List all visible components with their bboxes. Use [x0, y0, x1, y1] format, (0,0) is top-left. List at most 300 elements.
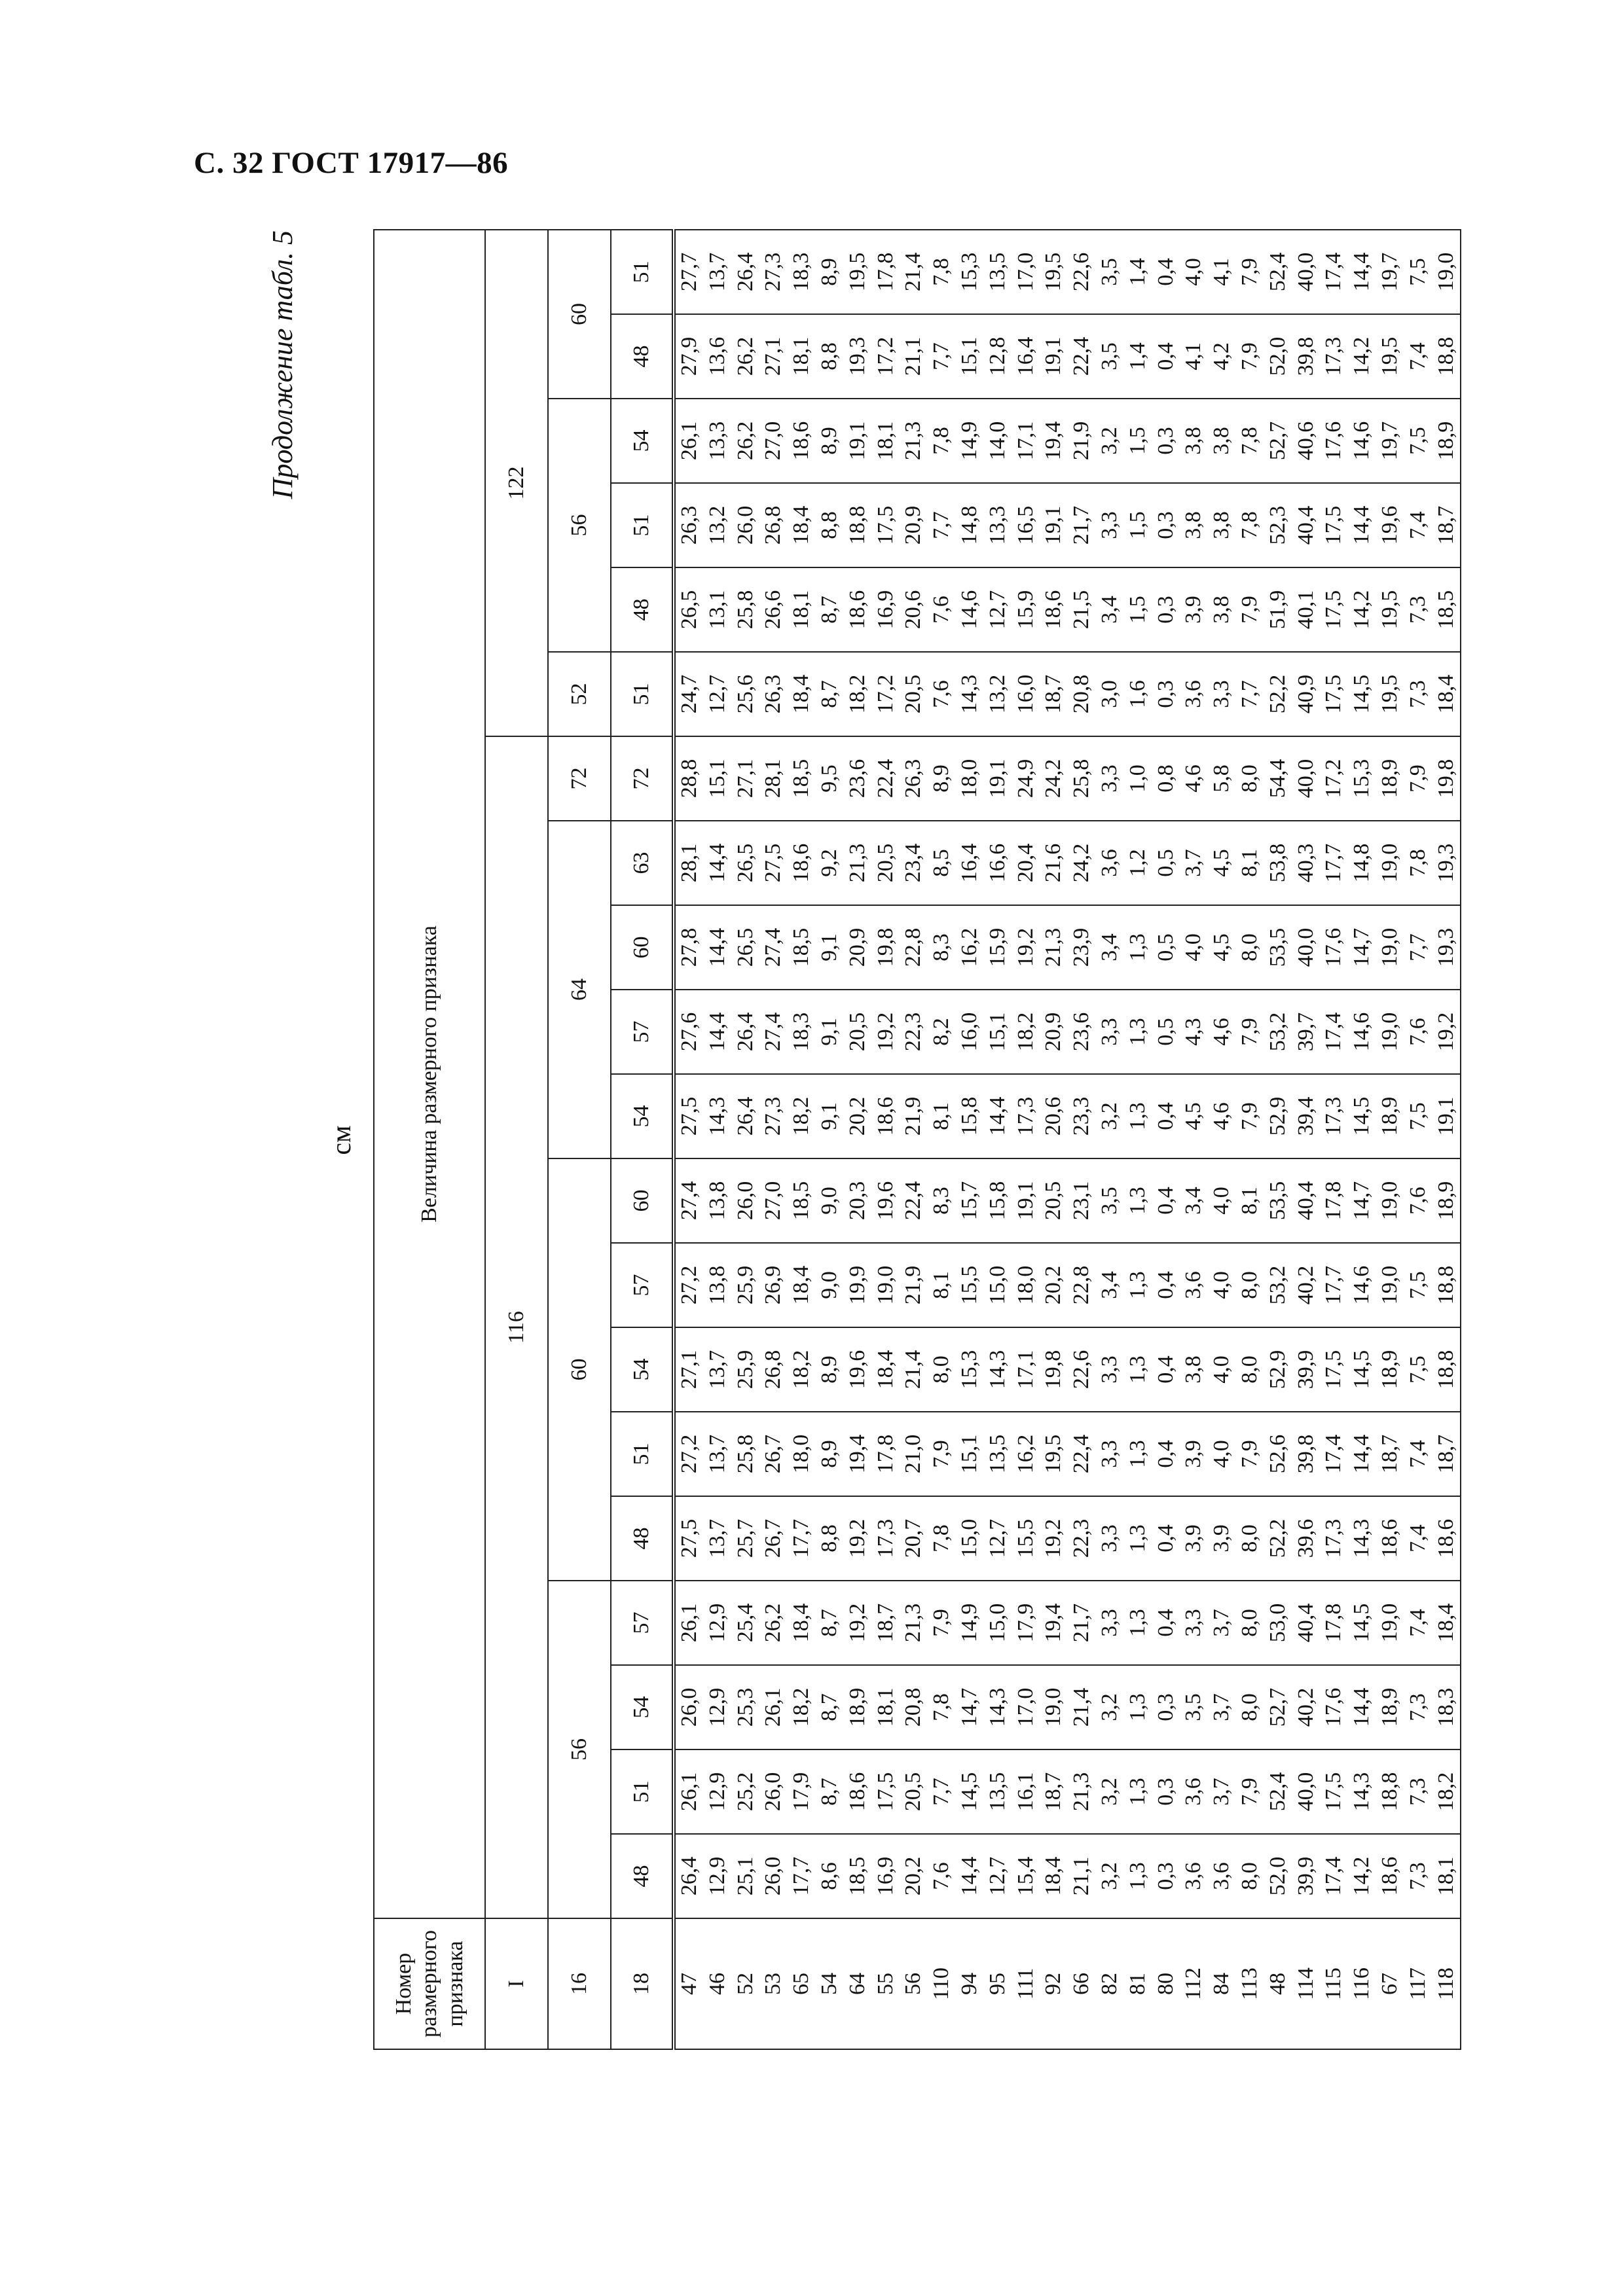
- value-cell: 7,8: [1404, 821, 1432, 905]
- value-cell: 4,5: [1208, 821, 1236, 905]
- value-cell: 7,9: [1236, 1412, 1264, 1496]
- value-cell: 8,9: [816, 1327, 844, 1412]
- unit-label: см: [327, 1125, 357, 1155]
- value-cell: 18,4: [788, 1581, 816, 1665]
- value-cell: 14,0: [984, 399, 1012, 483]
- value-cell: 14,2: [1348, 567, 1376, 652]
- header-row-label-18: 18: [611, 1918, 674, 2049]
- feature-number: 65: [788, 1918, 816, 2049]
- value-cell: 3,2: [1096, 1074, 1124, 1158]
- value-cell: 40,0: [1292, 905, 1321, 990]
- value-cell: 3,7: [1208, 1665, 1236, 1749]
- table-row: [1180, 230, 1208, 2049]
- value-cell: 17,5: [1320, 567, 1348, 652]
- value-cell: 17,1: [1012, 399, 1040, 483]
- value-cell: 16,0: [956, 990, 984, 1074]
- value-cell: 7,4: [1404, 314, 1432, 399]
- value-cell: 1,3: [1124, 1327, 1152, 1412]
- value-cell: 13,8: [704, 1243, 732, 1327]
- value-cell: 7,4: [1404, 1412, 1432, 1496]
- value-cell: 14,4: [1348, 1412, 1376, 1496]
- value-cell: 19,4: [844, 1412, 872, 1496]
- value-cell: 21,4: [900, 230, 928, 314]
- value-cell: 17,0: [1012, 1665, 1040, 1749]
- value-cell: 26,3: [900, 736, 928, 821]
- value-cell: 18,6: [1040, 567, 1068, 652]
- value-cell: 18,9: [1432, 1158, 1461, 1243]
- value-cell: 7,5: [1404, 1327, 1432, 1412]
- value-cell: 52,0: [1264, 1834, 1292, 1918]
- header-i-value: 116: [485, 736, 548, 1918]
- value-cell: 40,4: [1292, 483, 1321, 567]
- value-cell: 8,0: [928, 1327, 956, 1412]
- value-cell: 0,4: [1152, 1074, 1180, 1158]
- value-cell: 19,5: [844, 230, 872, 314]
- value-cell: 17,3: [1320, 1496, 1348, 1581]
- value-cell: 0,3: [1152, 567, 1180, 652]
- value-cell: 14,2: [1348, 314, 1376, 399]
- value-cell: 13,6: [704, 314, 732, 399]
- value-cell: 18,9: [1376, 1074, 1404, 1158]
- value-cell: 22,4: [900, 1158, 928, 1243]
- value-cell: 14,4: [704, 905, 732, 990]
- value-cell: 12,9: [704, 1665, 732, 1749]
- value-cell: 14,3: [704, 1074, 732, 1158]
- value-cell: 3,9: [1180, 1496, 1208, 1581]
- feature-number: 111: [1012, 1918, 1040, 2049]
- value-cell: 26,5: [732, 905, 760, 990]
- value-cell: 7,9: [1236, 230, 1264, 314]
- value-cell: 19,2: [1432, 990, 1461, 1074]
- value-cell: 19,1: [984, 736, 1012, 821]
- value-cell: 3,5: [1180, 1665, 1208, 1749]
- value-cell: 40,1: [1292, 567, 1321, 652]
- header-18-value: 60: [611, 1158, 674, 1243]
- value-cell: 8,7: [816, 1665, 844, 1749]
- value-cell: 26,5: [674, 567, 704, 652]
- value-cell: 18,4: [1432, 1581, 1461, 1665]
- header-16-value: 56: [548, 1581, 611, 1918]
- value-cell: 18,5: [788, 1158, 816, 1243]
- value-cell: 14,9: [956, 399, 984, 483]
- feature-number: 52: [732, 1918, 760, 2049]
- value-cell: 7,5: [1404, 399, 1432, 483]
- value-cell: 17,2: [872, 314, 900, 399]
- value-cell: 27,1: [732, 736, 760, 821]
- value-cell: 1,4: [1124, 230, 1152, 314]
- value-cell: 20,9: [1040, 990, 1068, 1074]
- value-cell: 17,5: [1320, 483, 1348, 567]
- value-cell: 26,1: [674, 1749, 704, 1834]
- value-cell: 16,0: [1012, 652, 1040, 736]
- value-cell: 14,7: [1348, 905, 1376, 990]
- value-cell: 19,2: [1012, 905, 1040, 990]
- value-cell: 25,4: [732, 1581, 760, 1665]
- table-row: [928, 230, 956, 2049]
- value-cell: 19,0: [872, 1243, 900, 1327]
- value-cell: 1,6: [1124, 652, 1152, 736]
- value-cell: 18,9: [1432, 399, 1461, 483]
- value-cell: 26,4: [732, 230, 760, 314]
- value-cell: 3,3: [1096, 736, 1124, 821]
- table-row: [1040, 230, 1068, 2049]
- value-cell: 12,7: [984, 567, 1012, 652]
- value-cell: 18,7: [1432, 483, 1461, 567]
- value-cell: 21,3: [900, 399, 928, 483]
- value-cell: 18,4: [788, 652, 816, 736]
- value-cell: 18,0: [1012, 1243, 1040, 1327]
- value-cell: 13,5: [984, 230, 1012, 314]
- value-cell: 4,1: [1208, 230, 1236, 314]
- value-cell: 22,3: [1068, 1496, 1096, 1581]
- value-cell: 40,2: [1292, 1665, 1321, 1749]
- value-cell: 17,8: [872, 230, 900, 314]
- value-cell: 3,6: [1208, 1834, 1236, 1918]
- value-cell: 15,4: [1012, 1834, 1040, 1918]
- value-cell: 14,4: [1348, 230, 1376, 314]
- value-cell: 19,8: [1432, 736, 1461, 821]
- value-cell: 20,7: [900, 1496, 928, 1581]
- value-cell: 12,8: [984, 314, 1012, 399]
- value-cell: 17,6: [1320, 1665, 1348, 1749]
- value-cell: 3,5: [1096, 230, 1124, 314]
- value-cell: 18,1: [872, 399, 900, 483]
- value-cell: 7,7: [928, 1749, 956, 1834]
- value-cell: 20,9: [844, 905, 872, 990]
- value-cell: 23,6: [844, 736, 872, 821]
- feature-number: 112: [1180, 1918, 1208, 2049]
- value-cell: 12,9: [704, 1581, 732, 1665]
- value-cell: 26,1: [674, 1581, 704, 1665]
- value-cell: 4,5: [1180, 1074, 1208, 1158]
- value-cell: 21,3: [900, 1581, 928, 1665]
- value-cell: 19,5: [1040, 230, 1068, 314]
- value-cell: 24,7: [674, 652, 704, 736]
- header-18-value: 48: [611, 314, 674, 399]
- value-cell: 24,9: [1012, 736, 1040, 821]
- value-cell: 14,2: [1348, 1834, 1376, 1918]
- value-cell: 52,7: [1264, 1665, 1292, 1749]
- value-cell: 9,2: [816, 821, 844, 905]
- header-16-value: 64: [548, 821, 611, 1158]
- value-cell: 18,7: [1432, 1412, 1461, 1496]
- value-cell: 14,6: [1348, 1243, 1376, 1327]
- table-row: [984, 230, 1012, 2049]
- value-cell: 25,9: [732, 1327, 760, 1412]
- value-cell: 16,9: [872, 567, 900, 652]
- value-cell: 22,4: [872, 736, 900, 821]
- value-cell: 7,7: [1404, 905, 1432, 990]
- value-cell: 18,4: [872, 1327, 900, 1412]
- value-cell: 0,4: [1152, 1412, 1180, 1496]
- value-cell: 7,7: [1236, 652, 1264, 736]
- value-cell: 53,2: [1264, 990, 1292, 1074]
- value-cell: 19,0: [1040, 1665, 1068, 1749]
- value-cell: 0,5: [1152, 821, 1180, 905]
- value-cell: 12,9: [704, 1834, 732, 1918]
- value-cell: 19,0: [1376, 990, 1404, 1074]
- value-cell: 1,3: [1124, 1496, 1152, 1581]
- value-cell: 14,4: [704, 821, 732, 905]
- value-cell: 14,3: [956, 652, 984, 736]
- value-cell: 18,9: [844, 1665, 872, 1749]
- header-18-value: 51: [611, 652, 674, 736]
- value-cell: 8,1: [928, 1243, 956, 1327]
- value-cell: 17,4: [1320, 1412, 1348, 1496]
- value-cell: 27,2: [674, 1243, 704, 1327]
- value-cell: 17,2: [1320, 736, 1348, 821]
- value-cell: 27,2: [674, 1412, 704, 1496]
- feature-number: 114: [1292, 1918, 1321, 2049]
- value-cell: 19,6: [844, 1327, 872, 1412]
- value-cell: 21,0: [900, 1412, 928, 1496]
- value-cell: 13,2: [704, 483, 732, 567]
- value-cell: 21,9: [900, 1074, 928, 1158]
- feature-number: 55: [872, 1918, 900, 2049]
- value-cell: 1,5: [1124, 399, 1152, 483]
- header-16-value: 72: [548, 736, 611, 821]
- header-18-value: 54: [611, 399, 674, 483]
- value-cell: 15,1: [984, 990, 1012, 1074]
- value-cell: 20,9: [900, 483, 928, 567]
- value-cell: 20,3: [844, 1158, 872, 1243]
- feature-number: 116: [1348, 1918, 1376, 2049]
- value-cell: 7,3: [1404, 567, 1432, 652]
- value-cell: 20,5: [872, 821, 900, 905]
- value-cell: 20,5: [1040, 1158, 1068, 1243]
- value-cell: 52,0: [1264, 314, 1292, 399]
- value-cell: 19,2: [844, 1496, 872, 1581]
- value-cell: 27,3: [759, 1074, 788, 1158]
- value-cell: 15,3: [956, 1327, 984, 1412]
- value-cell: 17,4: [1320, 230, 1348, 314]
- value-cell: 7,9: [1236, 314, 1264, 399]
- value-cell: 18,2: [1012, 990, 1040, 1074]
- table-row: [1376, 230, 1404, 2049]
- value-cell: 20,5: [900, 1749, 928, 1834]
- value-cell: 15,7: [956, 1158, 984, 1243]
- value-cell: 25,8: [732, 1412, 760, 1496]
- value-cell: 8,1: [1236, 1158, 1264, 1243]
- table-row: [900, 230, 928, 2049]
- table-row: [704, 230, 732, 2049]
- value-cell: 3,2: [1096, 1834, 1124, 1918]
- value-cell: 20,2: [844, 1074, 872, 1158]
- value-cell: 17,3: [1320, 1074, 1348, 1158]
- value-cell: 52,9: [1264, 1327, 1292, 1412]
- value-cell: 26,9: [759, 1243, 788, 1327]
- value-cell: 19,3: [1432, 821, 1461, 905]
- value-cell: 26,0: [759, 1749, 788, 1834]
- feature-number: 48: [1264, 1918, 1292, 2049]
- value-cell: 25,8: [732, 567, 760, 652]
- value-cell: 26,3: [674, 483, 704, 567]
- feature-number: 113: [1236, 1918, 1264, 2049]
- value-cell: 3,0: [1096, 652, 1124, 736]
- value-cell: 7,4: [1404, 1496, 1432, 1581]
- value-cell: 22,4: [1068, 314, 1096, 399]
- value-cell: 19,8: [1040, 1327, 1068, 1412]
- feature-number: 53: [759, 1918, 788, 2049]
- value-cell: 7,9: [928, 1581, 956, 1665]
- value-cell: 14,3: [1348, 1749, 1376, 1834]
- value-cell: 39,9: [1292, 1327, 1321, 1412]
- header-row-label-16: 16: [548, 1918, 611, 2049]
- value-cell: 19,7: [1376, 230, 1404, 314]
- value-cell: 14,3: [984, 1327, 1012, 1412]
- value-cell: 53,5: [1264, 905, 1292, 990]
- feature-number: 82: [1096, 1918, 1124, 2049]
- value-cell: 3,3: [1096, 1496, 1124, 1581]
- value-cell: 13,5: [984, 1412, 1012, 1496]
- value-cell: 28,8: [674, 736, 704, 821]
- value-cell: 39,4: [1292, 1074, 1321, 1158]
- value-cell: 20,4: [1012, 821, 1040, 905]
- value-cell: 19,5: [1376, 314, 1404, 399]
- header-18-value: 60: [611, 905, 674, 990]
- value-cell: 20,8: [1068, 652, 1096, 736]
- value-cell: 3,3: [1096, 1581, 1124, 1665]
- table-row: [1292, 230, 1321, 2049]
- value-cell: 8,0: [1236, 1327, 1264, 1412]
- value-cell: 0,3: [1152, 1665, 1180, 1749]
- value-cell: 12,7: [984, 1834, 1012, 1918]
- value-cell: 15,3: [956, 230, 984, 314]
- value-cell: 3,9: [1208, 1496, 1236, 1581]
- table-caption: Продолжение табл. 5: [266, 230, 299, 499]
- value-cell: 15,9: [984, 905, 1012, 990]
- value-cell: 16,4: [1012, 314, 1040, 399]
- value-cell: 19,5: [1376, 567, 1404, 652]
- value-cell: 18,8: [1432, 314, 1461, 399]
- value-cell: 18,4: [788, 483, 816, 567]
- value-cell: 18,6: [844, 1749, 872, 1834]
- value-cell: 3,2: [1096, 399, 1124, 483]
- value-cell: 17,6: [1320, 399, 1348, 483]
- value-cell: 26,2: [732, 314, 760, 399]
- value-cell: 24,2: [1068, 821, 1096, 905]
- value-cell: 21,4: [900, 1327, 928, 1412]
- value-cell: 25,1: [732, 1834, 760, 1918]
- value-cell: 13,7: [704, 1496, 732, 1581]
- feature-number: 54: [816, 1918, 844, 2049]
- value-cell: 1,3: [1124, 1834, 1152, 1918]
- value-cell: 8,0: [1236, 736, 1264, 821]
- table-row: [872, 230, 900, 2049]
- value-cell: 0,3: [1152, 1834, 1180, 1918]
- value-cell: 25,7: [732, 1496, 760, 1581]
- value-cell: 15,8: [956, 1074, 984, 1158]
- value-cell: 20,2: [900, 1834, 928, 1918]
- table-row: [956, 230, 984, 2049]
- table-row: [759, 230, 788, 2049]
- value-cell: 25,8: [1068, 736, 1096, 821]
- value-cell: 18,5: [844, 1834, 872, 1918]
- value-cell: 4,6: [1208, 1074, 1236, 1158]
- value-cell: 7,9: [1236, 990, 1264, 1074]
- value-cell: 16,9: [872, 1834, 900, 1918]
- value-cell: 0,3: [1152, 1749, 1180, 1834]
- value-cell: 7,8: [928, 230, 956, 314]
- value-cell: 22,4: [1068, 1412, 1096, 1496]
- value-cell: 7,5: [1404, 1243, 1432, 1327]
- value-cell: 18,3: [1432, 1665, 1461, 1749]
- value-cell: 14,6: [1348, 399, 1376, 483]
- value-cell: 3,8: [1180, 483, 1208, 567]
- value-cell: 18,7: [872, 1581, 900, 1665]
- value-cell: 7,6: [1404, 1158, 1432, 1243]
- value-cell: 1,3: [1124, 1243, 1152, 1327]
- value-cell: 21,4: [1068, 1665, 1096, 1749]
- value-cell: 17,8: [1320, 1158, 1348, 1243]
- value-cell: 26,1: [674, 399, 704, 483]
- header-18-value: 48: [611, 567, 674, 652]
- value-cell: 19,2: [1040, 1496, 1068, 1581]
- value-cell: 3,8: [1208, 399, 1236, 483]
- value-cell: 0,3: [1152, 483, 1180, 567]
- value-cell: 17,7: [788, 1496, 816, 1581]
- value-cell: 16,1: [1012, 1749, 1040, 1834]
- value-cell: 7,6: [1404, 990, 1432, 1074]
- value-cell: 18,4: [1432, 652, 1461, 736]
- value-cell: 18,1: [1432, 1834, 1461, 1918]
- value-cell: 1,2: [1124, 821, 1152, 905]
- value-cell: 8,9: [816, 399, 844, 483]
- header-18-value: 72: [611, 736, 674, 821]
- value-cell: 14,5: [1348, 1074, 1376, 1158]
- value-cell: 26,0: [732, 1158, 760, 1243]
- value-cell: 22,8: [900, 905, 928, 990]
- value-cell: 21,9: [900, 1243, 928, 1327]
- value-cell: 17,5: [1320, 1327, 1348, 1412]
- value-cell: 14,7: [956, 1665, 984, 1749]
- value-cell: 18,5: [788, 736, 816, 821]
- value-cell: 14,5: [956, 1749, 984, 1834]
- value-cell: 39,9: [1292, 1834, 1321, 1918]
- header-18-value: 51: [611, 1412, 674, 1496]
- value-cell: 19,1: [1432, 1074, 1461, 1158]
- value-cell: 7,5: [1404, 1074, 1432, 1158]
- value-cell: 13,3: [984, 483, 1012, 567]
- value-cell: 19,8: [872, 905, 900, 990]
- value-cell: 3,3: [1208, 652, 1236, 736]
- value-cell: 18,4: [1040, 1834, 1068, 1918]
- value-cell: 19,1: [1040, 483, 1068, 567]
- value-cell: 15,9: [1012, 567, 1040, 652]
- table-row: [1432, 230, 1461, 2049]
- value-cell: 8,2: [928, 990, 956, 1074]
- value-cell: 23,1: [1068, 1158, 1096, 1243]
- value-cell: 26,0: [732, 483, 760, 567]
- feature-number: 118: [1432, 1918, 1461, 2049]
- value-cell: 7,3: [1404, 652, 1432, 736]
- value-cell: 26,8: [759, 483, 788, 567]
- value-cell: 3,4: [1180, 1158, 1208, 1243]
- value-cell: 17,5: [872, 1749, 900, 1834]
- value-cell: 39,7: [1292, 990, 1321, 1074]
- value-cell: 8,7: [816, 652, 844, 736]
- value-cell: 18,7: [1376, 1412, 1404, 1496]
- value-cell: 4,0: [1208, 1327, 1236, 1412]
- value-cell: 21,1: [1068, 1834, 1096, 1918]
- header-row-label-i: I: [485, 1918, 548, 2049]
- header-18-value: 63: [611, 821, 674, 905]
- value-cell: 40,0: [1292, 736, 1321, 821]
- value-cell: 14,4: [1348, 483, 1376, 567]
- value-cell: 9,0: [816, 1243, 844, 1327]
- value-cell: 26,0: [759, 1834, 788, 1918]
- value-cell: 3,3: [1096, 483, 1124, 567]
